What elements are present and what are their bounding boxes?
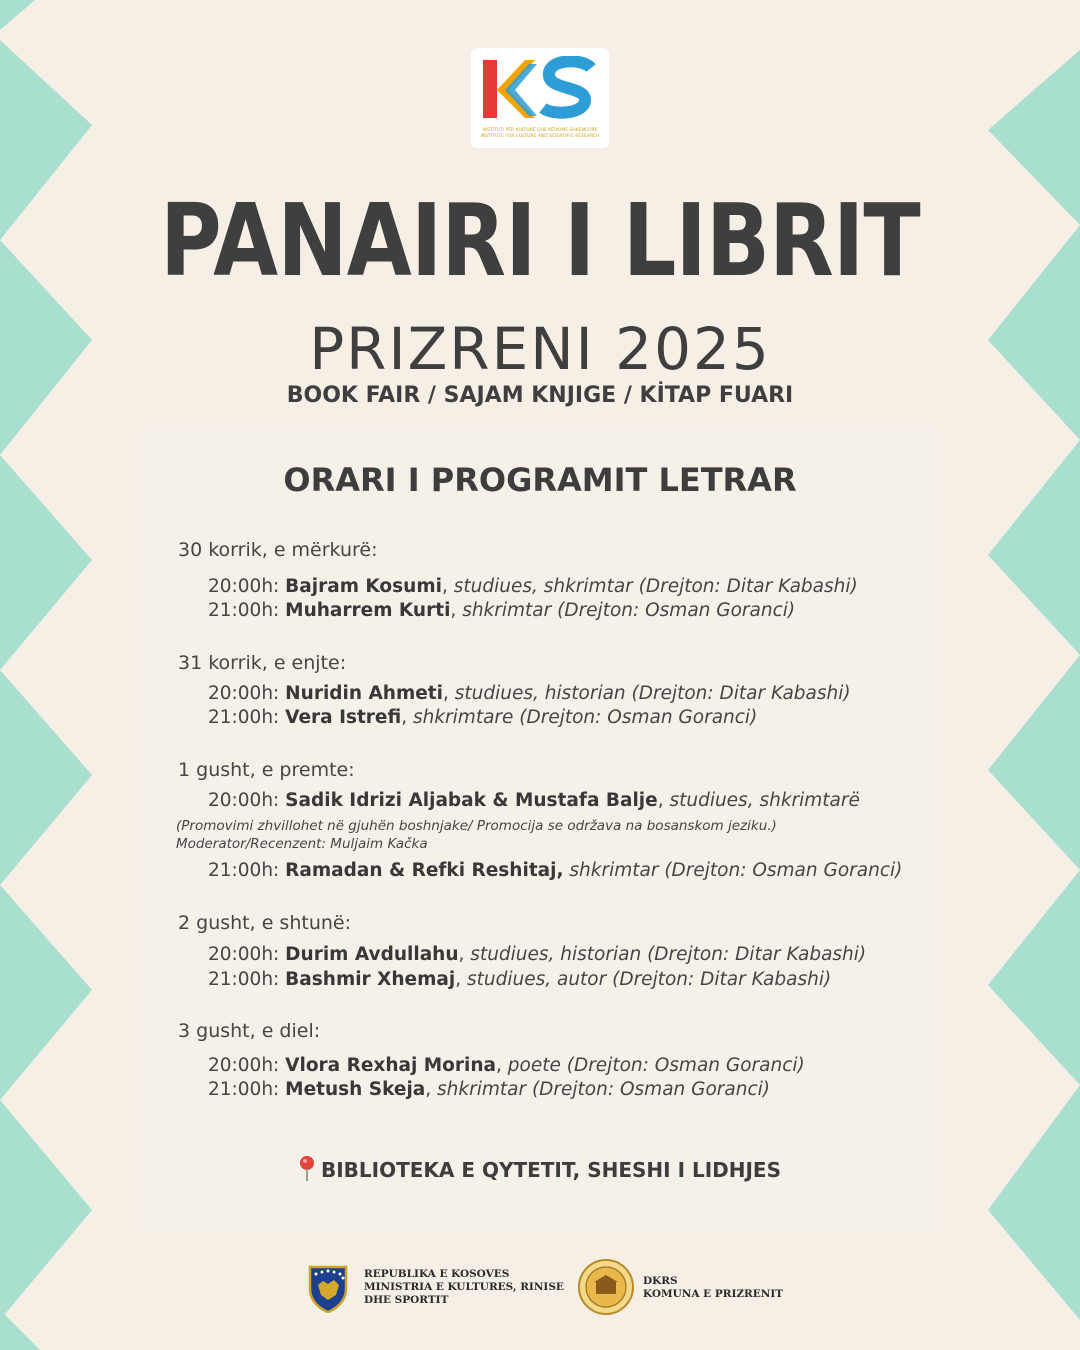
day-label: 3 gusht, e diel:	[178, 1020, 321, 1042]
day-label: 1 gusht, e premte:	[178, 759, 355, 781]
program-panel	[140, 427, 940, 1235]
kks-logo	[471, 48, 609, 148]
program-slot: 21:00h: Vera Istrefi, shkrimtare (Drejton: Osman Goranci)	[208, 707, 758, 728]
program-note: (Promovimi zhvillohet në gjuhën boshnjake/ Promocija se održava na bosanskom jeziku.)	[176, 818, 777, 834]
program-slot: 20:00h: Bajram Kosumi, studiues, shkrimtar (Drejton: Ditar Kabashi)	[208, 576, 858, 597]
program-slot: 20:00h: Sadik Idrizi Aljabak & Mustafa Balje, studiues, shkrimtarë	[208, 790, 860, 811]
map-pin-icon	[299, 1155, 315, 1188]
venue-label: BIBLIOTEKA E QYTETIT, SHESHI I LIDHJES	[321, 1158, 781, 1182]
municipality-text: DKRS KOMUNA E PRIZRENIT	[643, 1275, 784, 1300]
day-label: 30 korrik, e mërkurë:	[178, 539, 378, 561]
kks-logo-mark	[481, 56, 599, 126]
program-heading: ORARI I PROGRAMIT LETRAR	[283, 461, 797, 499]
prizren-seal-icon	[577, 1258, 635, 1316]
program-slot: 21:00h: Metush Skeja, shkrimtar (Drejton: Osman Goranci)	[208, 1079, 770, 1100]
program-slot: 20:00h: Nuridin Ahmeti, studiues, historian (Drejton: Ditar Kabashi)	[208, 683, 851, 704]
day-label: 2 gusht, e shtunë:	[178, 912, 351, 934]
program-slot: 21:00h: Bashmir Xhemaj, studiues, autor (Drejton: Ditar Kabashi)	[208, 969, 832, 990]
day-label: 31 korrik, e enjte:	[178, 652, 347, 674]
venue	[140, 1155, 940, 1188]
program-note: Moderator/Recenzent: Muljaim Kačka	[176, 836, 428, 852]
event-subtitle: PRIZRENI 2025	[309, 315, 771, 383]
program-slot: 20:00h: Durim Avdullahu, studiues, historian (Drejton: Ditar Kabashi)	[208, 944, 867, 965]
program-slot: 21:00h: Muharrem Kurti, shkrimtar (Drejton: Osman Goranci)	[208, 600, 796, 621]
program-slot: 20:00h: Vlora Rexhaj Morina, poete (Drejton: Osman Goranci)	[208, 1055, 805, 1076]
logo-subtitle: INSTITUTI PËR KULTURË DHE KËRKIME SHKENCORE INSTITUTE FOR CULTURE AND SCIENTIFIC RESEARCH	[480, 128, 600, 139]
ministry-text: REPUBLIKA E KOSOVES MINISTRIA E KULTURES, RINISE DHE SPORTIT	[364, 1268, 564, 1306]
event-title: PANAIRI I LIBRIT	[160, 182, 920, 299]
program-slot: 21:00h: Ramadan & Refki Reshitaj, shkrimtar (Drejton: Osman Goranci)	[208, 860, 903, 881]
event-tagline: BOOK FAIR / SAJAM KNJIGE / KİTAP FUARI	[286, 383, 794, 408]
kosovo-emblem-icon	[306, 1263, 350, 1313]
